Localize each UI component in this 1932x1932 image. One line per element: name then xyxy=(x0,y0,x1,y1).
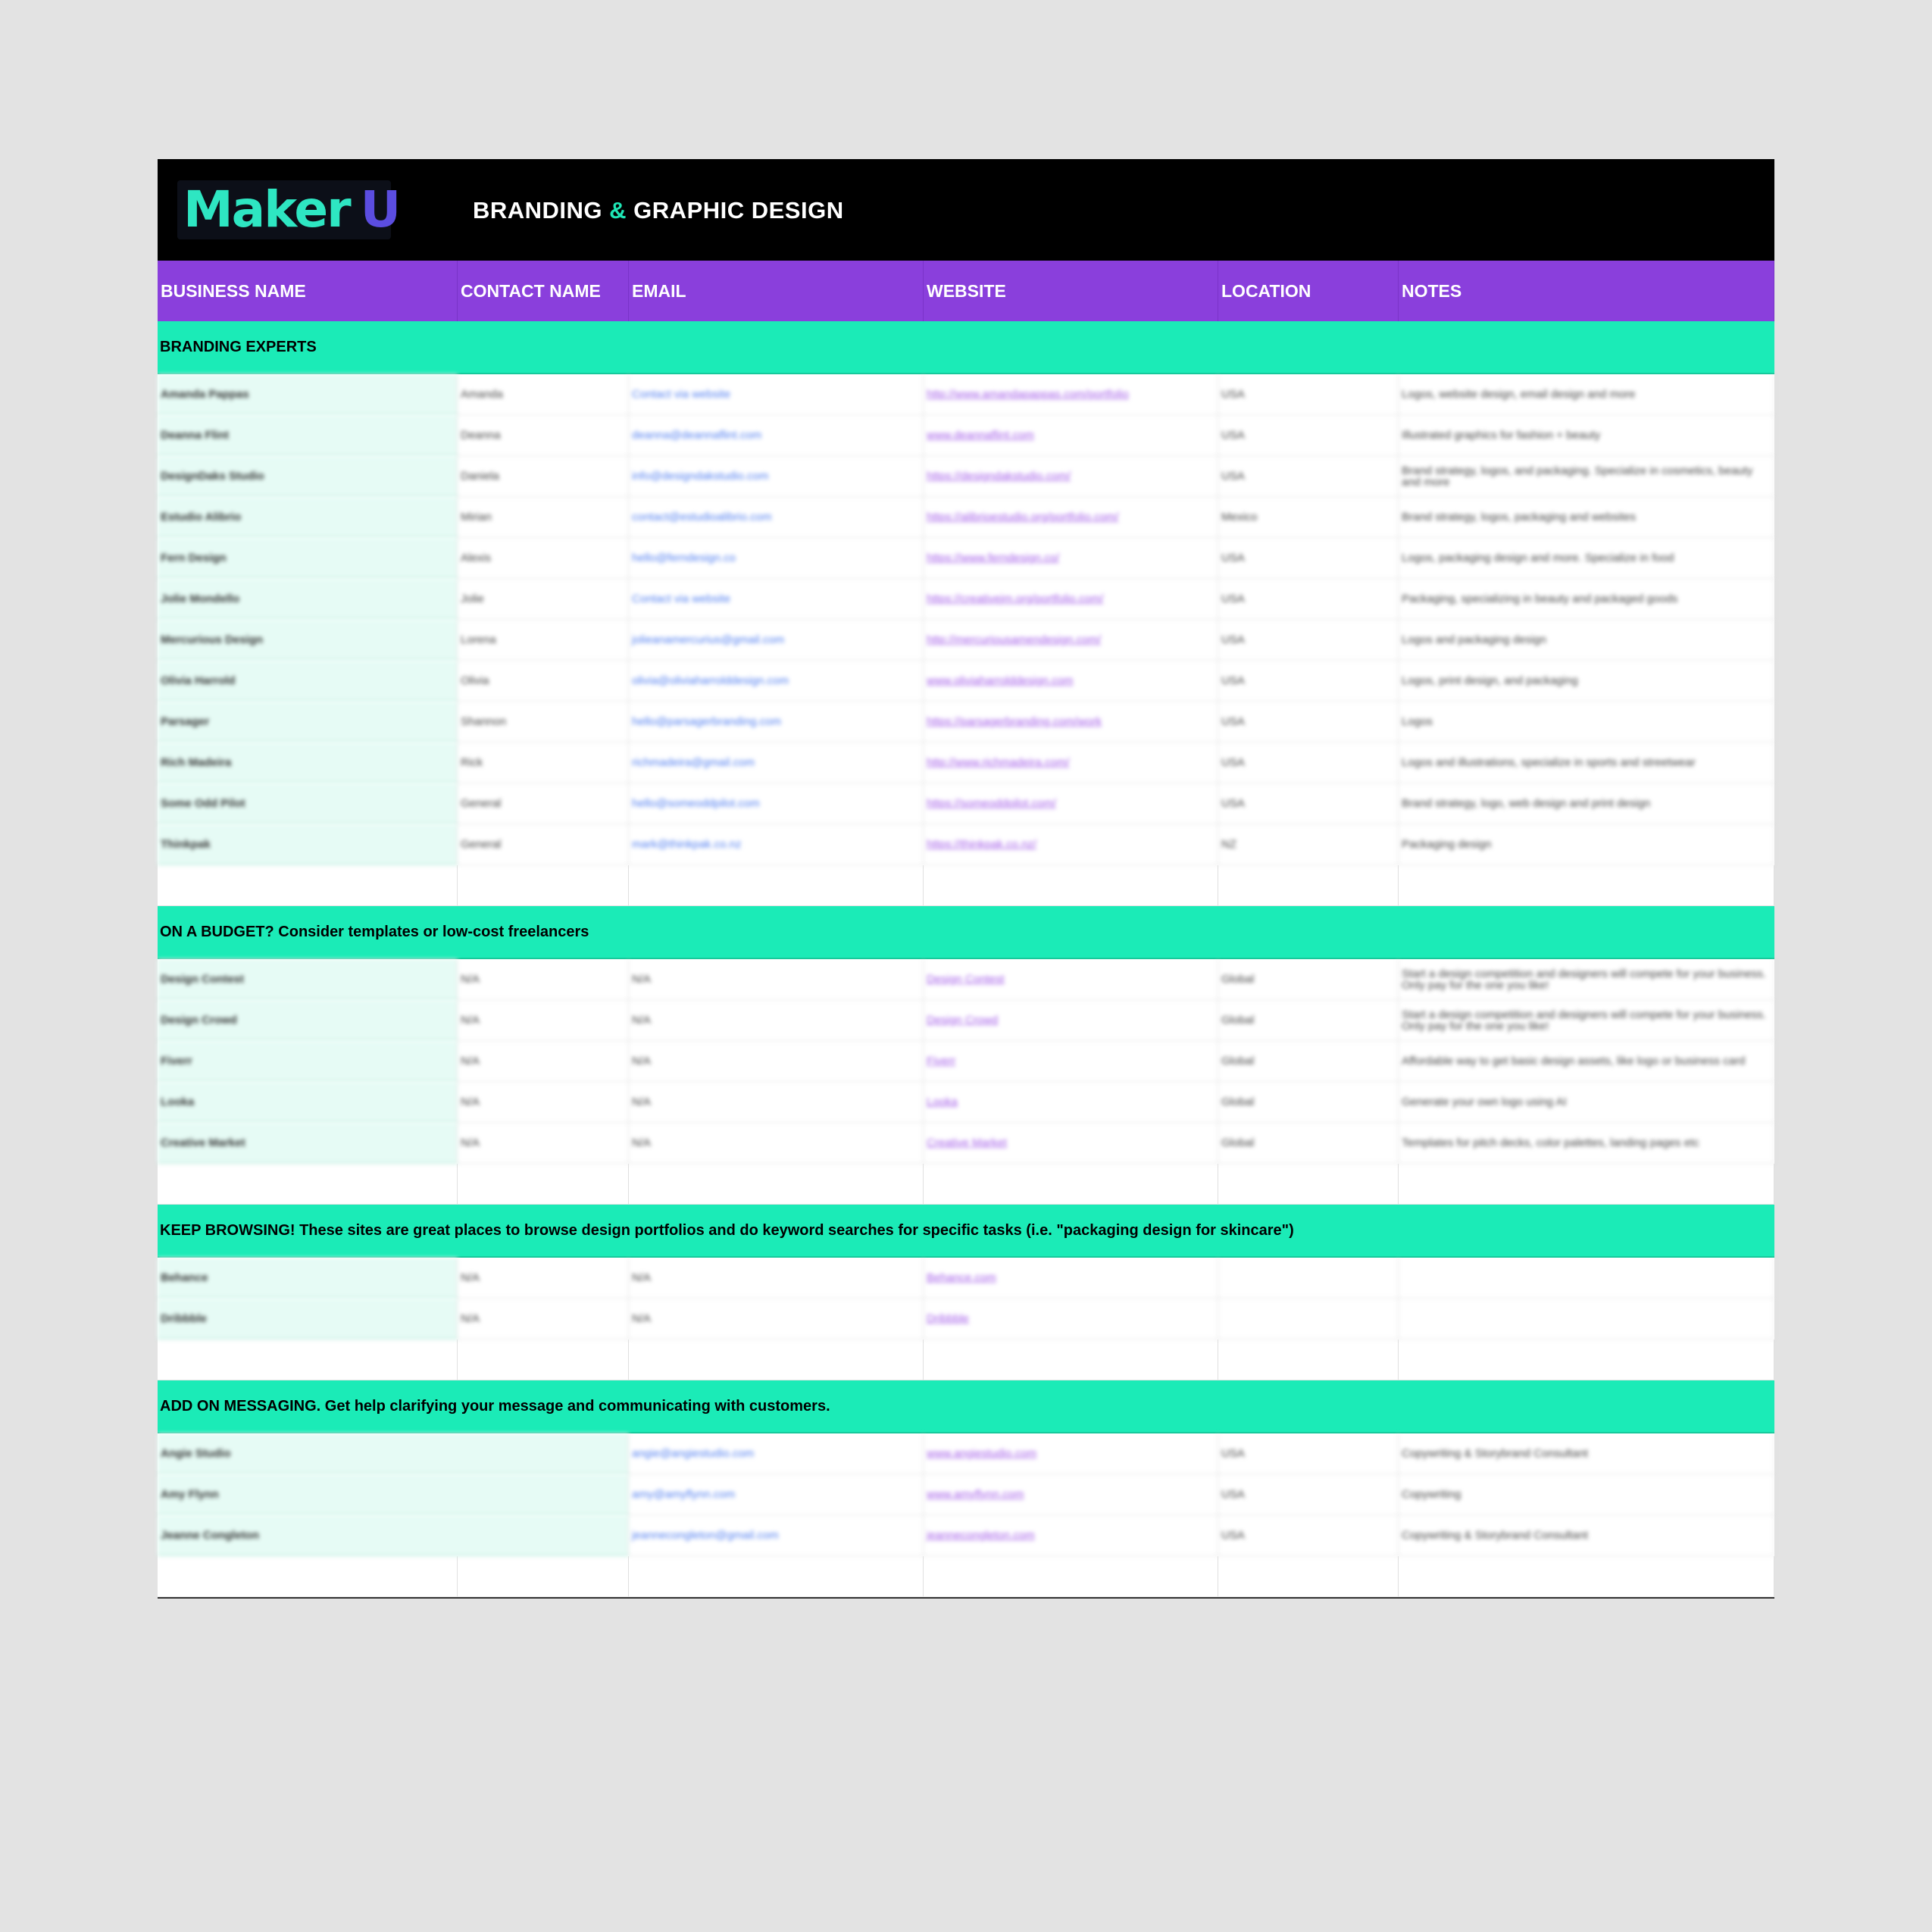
cell-business-name[interactable]: Mercurious Design xyxy=(158,620,458,661)
cell-business-name[interactable]: Behance xyxy=(158,1258,458,1299)
cell-email[interactable]: deanna@deannaflint.com xyxy=(629,415,924,456)
cell-location[interactable]: Global xyxy=(1218,1123,1399,1164)
empty-cell[interactable] xyxy=(158,1164,458,1205)
cell-notes[interactable]: Brand strategy, logo, web design and print design xyxy=(1399,783,1774,824)
cell-notes[interactable]: Start a design competition and designers will compete for your business. Only pay for the one you like! xyxy=(1399,1000,1774,1041)
cell-location[interactable]: USA xyxy=(1218,415,1399,456)
cell-notes[interactable] xyxy=(1399,1299,1774,1340)
cell-email[interactable]: N/A xyxy=(629,1123,924,1164)
cell-business-name[interactable]: Angie Studio xyxy=(158,1433,629,1474)
empty-cell[interactable] xyxy=(629,1340,924,1380)
cell-email[interactable]: N/A xyxy=(629,959,924,1000)
cell-business-name[interactable]: Jolie Mondello xyxy=(158,579,458,620)
cell-contact-name[interactable]: Olivia xyxy=(458,661,629,702)
cell-notes[interactable]: Illustrated graphics for fashion + beauty xyxy=(1399,415,1774,456)
cell-notes[interactable]: Packaging design xyxy=(1399,824,1774,865)
empty-cell[interactable] xyxy=(924,865,1218,906)
cell-website[interactable]: Creative Market xyxy=(924,1123,1218,1164)
cell-contact-name[interactable]: Alexis xyxy=(458,538,629,579)
cell-notes[interactable]: Copywriting & Storybrand Consultant xyxy=(1399,1433,1774,1474)
col-email[interactable]: EMAIL xyxy=(629,261,924,321)
cell-location[interactable]: USA xyxy=(1218,374,1399,415)
cell-contact-name[interactable]: Amanda xyxy=(458,374,629,415)
title-part-1: BRANDING xyxy=(473,197,610,224)
cell-website[interactable]: https://designdakstudio.com/ xyxy=(924,456,1218,497)
cell-email[interactable]: jolieanamercurius@gmail.com xyxy=(629,620,924,661)
empty-cell[interactable] xyxy=(158,1556,458,1597)
cell-notes[interactable]: Packaging, specializing in beauty and packaged goods xyxy=(1399,579,1774,620)
cell-contact-name[interactable]: Jolie xyxy=(458,579,629,620)
cell-website[interactable]: https://creativejm.org/portfolio.com/ xyxy=(924,579,1218,620)
cell-location[interactable]: USA xyxy=(1218,456,1399,497)
cell-email[interactable]: richmadeira@gmail.com xyxy=(629,742,924,783)
cell-location[interactable]: Global xyxy=(1218,959,1399,1000)
cell-business-name[interactable]: DesignDaks Studio xyxy=(158,456,458,497)
cell-business-name[interactable]: Amanda Pappas xyxy=(158,374,458,415)
empty-cell[interactable] xyxy=(1399,1556,1774,1597)
cell-notes[interactable]: Affordable way to get basic design assets, like logo or business card xyxy=(1399,1041,1774,1082)
cell-email[interactable]: angie@angiestudio.com xyxy=(629,1433,924,1474)
cell-business-name[interactable]: Design Crowd xyxy=(158,1000,458,1041)
empty-cell[interactable] xyxy=(924,1556,1218,1597)
cell-email[interactable]: N/A xyxy=(629,1258,924,1299)
cell-contact-name[interactable]: N/A xyxy=(458,1299,629,1340)
cell-notes[interactable]: Copywriting xyxy=(1399,1474,1774,1515)
cell-website[interactable]: https://parsagerbranding.com/work xyxy=(924,702,1218,742)
col-business-name[interactable]: BUSINESS NAME xyxy=(158,261,458,321)
section-table xyxy=(158,1258,1774,1380)
cell-notes[interactable]: Logos xyxy=(1399,702,1774,742)
cell-business-name[interactable]: Estudio Alibrio xyxy=(158,497,458,538)
cell-website[interactable]: https://alibrioestudio.org/portfolio.com/ xyxy=(924,497,1218,538)
section-table xyxy=(158,959,1774,1205)
cell-email[interactable]: N/A xyxy=(629,1000,924,1041)
cell-website[interactable]: Fiverr xyxy=(924,1041,1218,1082)
spreadsheet xyxy=(158,159,1774,1599)
empty-cell[interactable] xyxy=(924,1340,1218,1380)
col-location[interactable]: LOCATION xyxy=(1218,261,1399,321)
cell-notes[interactable]: Templates for pitch decks, color palettes, landing pages etc xyxy=(1399,1123,1774,1164)
cell-website[interactable]: https://www.ferndesign.co/ xyxy=(924,538,1218,579)
cell-location[interactable]: Mexico xyxy=(1218,497,1399,538)
cell-email[interactable]: hello@someoddpilot.com xyxy=(629,783,924,824)
cell-email[interactable]: mark@thinkpak.co.nz xyxy=(629,824,924,865)
col-contact-name[interactable]: CONTACT NAME xyxy=(458,261,629,321)
cell-business-name[interactable]: Rich Madeira xyxy=(158,742,458,783)
cell-business-name[interactable]: Parsager xyxy=(158,702,458,742)
maker-u-logo xyxy=(177,180,402,239)
cell-business-name[interactable]: Thinkpak xyxy=(158,824,458,865)
section-heading: KEEP BROWSING! These sites are great places to browse design portfolios and do keyword searches for specific tasks (i.e. "packaging design for skincare") xyxy=(158,1205,1774,1258)
col-notes[interactable]: NOTES xyxy=(1399,261,1774,321)
empty-cell[interactable] xyxy=(1218,1164,1399,1205)
empty-cell[interactable] xyxy=(1399,1340,1774,1380)
cell-website[interactable]: Looka xyxy=(924,1082,1218,1123)
cell-email[interactable]: Contact via website xyxy=(629,579,924,620)
empty-cell[interactable] xyxy=(1218,865,1399,906)
cell-notes[interactable]: Start a design competition and designers will compete for your business. Only pay for the one you like! xyxy=(1399,959,1774,1000)
cell-contact-name[interactable]: Daniela xyxy=(458,456,629,497)
empty-cell[interactable] xyxy=(924,1164,1218,1205)
cell-website[interactable]: http://mercuriousamendesign.com/ xyxy=(924,620,1218,661)
cell-notes[interactable]: Generate your own logo using AI xyxy=(1399,1082,1774,1123)
cell-location[interactable]: USA xyxy=(1218,661,1399,702)
cell-notes[interactable] xyxy=(1399,1258,1774,1299)
cell-contact-name[interactable]: N/A xyxy=(458,1041,629,1082)
cell-business-name[interactable]: Amy Flynn xyxy=(158,1474,629,1515)
cell-website[interactable]: www.oliviaharrolddesign.com xyxy=(924,661,1218,702)
cell-email[interactable]: N/A xyxy=(629,1041,924,1082)
cell-contact-name[interactable]: N/A xyxy=(458,1082,629,1123)
cell-website[interactable]: https://thinkpak.co.nz/ xyxy=(924,824,1218,865)
section-table xyxy=(158,1433,1774,1597)
cell-location[interactable] xyxy=(1218,1258,1399,1299)
cell-website[interactable]: Dribbble xyxy=(924,1299,1218,1340)
cell-contact-name[interactable]: Rick xyxy=(458,742,629,783)
cell-website[interactable]: Behance.com xyxy=(924,1258,1218,1299)
empty-cell[interactable] xyxy=(458,1340,629,1380)
empty-cell[interactable] xyxy=(1399,1164,1774,1205)
cell-location[interactable]: Global xyxy=(1218,1082,1399,1123)
cell-email[interactable]: info@designdakstudio.com xyxy=(629,456,924,497)
cell-location[interactable]: Global xyxy=(1218,1041,1399,1082)
empty-cell[interactable] xyxy=(458,865,629,906)
cell-contact-name[interactable]: General xyxy=(458,783,629,824)
cell-website[interactable]: www.amyflynn.com xyxy=(924,1474,1218,1515)
cell-website[interactable]: https://someoddpilot.com/ xyxy=(924,783,1218,824)
cell-contact-name[interactable]: Deanna xyxy=(458,415,629,456)
column-headers xyxy=(158,261,1774,321)
empty-cell[interactable] xyxy=(158,865,458,906)
cell-business-name[interactable]: Fern Design xyxy=(158,538,458,579)
cell-location[interactable]: USA xyxy=(1218,1474,1399,1515)
section-heading: ADD ON MESSAGING. Get help clarifying your message and communicating with customers. xyxy=(158,1380,1774,1433)
cell-email[interactable]: N/A xyxy=(629,1299,924,1340)
cell-notes[interactable]: Logos and packaging design xyxy=(1399,620,1774,661)
cell-location[interactable] xyxy=(1218,1299,1399,1340)
cell-website[interactable]: Design Contest xyxy=(924,959,1218,1000)
cell-business-name[interactable]: Creative Market xyxy=(158,1123,458,1164)
title-ampersand: & xyxy=(609,197,627,224)
cell-contact-name[interactable]: General xyxy=(458,824,629,865)
cell-website[interactable]: http://www.richmadeira.com/ xyxy=(924,742,1218,783)
cell-website[interactable]: http://www.amandapappas.com/portfolio xyxy=(924,374,1218,415)
cell-contact-name[interactable]: Mirian xyxy=(458,497,629,538)
cell-email[interactable]: jeannecongleton@gmail.com xyxy=(629,1515,924,1556)
cell-website[interactable]: www.angiestudio.com xyxy=(924,1433,1218,1474)
cell-email[interactable]: hello@ferndesign.co xyxy=(629,538,924,579)
cell-business-name[interactable]: Design Contest xyxy=(158,959,458,1000)
cell-location[interactable]: USA xyxy=(1218,538,1399,579)
sections-container xyxy=(158,321,1774,1597)
cell-location[interactable]: NZ xyxy=(1218,824,1399,865)
cell-email[interactable]: olivia@oliviaharrolddesign.com xyxy=(629,661,924,702)
cell-notes[interactable]: Logos, print design, and packaging xyxy=(1399,661,1774,702)
header-bar xyxy=(158,159,1774,261)
cell-contact-name[interactable]: N/A xyxy=(458,1123,629,1164)
cell-email[interactable]: N/A xyxy=(629,1082,924,1123)
cell-location[interactable]: USA xyxy=(1218,1433,1399,1474)
empty-cell[interactable] xyxy=(629,1164,924,1205)
empty-cell[interactable] xyxy=(629,1556,924,1597)
page-title xyxy=(473,197,844,224)
cell-notes[interactable]: Logos and illustrations, specialize in sports and streetwear xyxy=(1399,742,1774,783)
section-heading: ON A BUDGET? Consider templates or low-cost freelancers xyxy=(158,906,1774,959)
cell-location[interactable]: USA xyxy=(1218,702,1399,742)
cell-website[interactable]: Design Crowd xyxy=(924,1000,1218,1041)
logo-text: Maker xyxy=(183,180,350,239)
cell-email[interactable]: contact@estudioalibrio.com xyxy=(629,497,924,538)
col-website[interactable]: WEBSITE xyxy=(924,261,1218,321)
cell-location[interactable]: USA xyxy=(1218,579,1399,620)
cell-contact-name[interactable]: Shannon xyxy=(458,702,629,742)
section-heading: BRANDING EXPERTS xyxy=(158,321,1774,374)
empty-cell[interactable] xyxy=(458,1164,629,1205)
cell-business-name[interactable]: Looka xyxy=(158,1082,458,1123)
empty-cell[interactable] xyxy=(629,865,924,906)
cell-location[interactable]: USA xyxy=(1218,1515,1399,1556)
cell-contact-name[interactable]: N/A xyxy=(458,959,629,1000)
title-part-2: GRAPHIC DESIGN xyxy=(627,197,844,224)
empty-cell[interactable] xyxy=(1218,1340,1399,1380)
empty-cell[interactable] xyxy=(458,1556,629,1597)
cell-contact-name[interactable]: N/A xyxy=(458,1000,629,1041)
cell-business-name[interactable]: Olivia Harrold xyxy=(158,661,458,702)
section-table xyxy=(158,374,1774,906)
cell-website[interactable]: www.deannaflint.com xyxy=(924,415,1218,456)
cell-contact-name[interactable]: N/A xyxy=(458,1258,629,1299)
cell-business-name[interactable]: Jeanne Congleton xyxy=(158,1515,629,1556)
cell-notes[interactable]: Logos, website design, email design and more xyxy=(1399,374,1774,415)
empty-cell[interactable] xyxy=(158,1340,458,1380)
cell-contact-name[interactable]: Lorena xyxy=(458,620,629,661)
cell-notes[interactable]: Brand strategy, logos, packaging and websites xyxy=(1399,497,1774,538)
cell-location[interactable]: USA xyxy=(1218,742,1399,783)
empty-cell[interactable] xyxy=(1218,1556,1399,1597)
cell-business-name[interactable]: Deanna Flint xyxy=(158,415,458,456)
cell-business-name[interactable]: Some Odd Pilot xyxy=(158,783,458,824)
cell-notes[interactable]: Brand strategy, logos, and packaging. Specialize in cosmetics, beauty and more xyxy=(1399,456,1774,497)
cell-notes[interactable]: Logos, packaging design and more. Specialize in food xyxy=(1399,538,1774,579)
cell-email[interactable]: amy@amyflynn.com xyxy=(629,1474,924,1515)
cell-email[interactable]: Contact via website xyxy=(629,374,924,415)
cell-location[interactable]: Global xyxy=(1218,1000,1399,1041)
cell-website[interactable]: jeannecongleton.com xyxy=(924,1515,1218,1556)
cell-location[interactable]: USA xyxy=(1218,783,1399,824)
cell-notes[interactable]: Copywriting & Storybrand Consultant xyxy=(1399,1515,1774,1556)
cell-business-name[interactable]: Dribbble xyxy=(158,1299,458,1340)
empty-cell[interactable] xyxy=(1399,865,1774,906)
logo-accent: U xyxy=(360,180,402,239)
cell-location[interactable]: USA xyxy=(1218,620,1399,661)
cell-business-name[interactable]: Fiverr xyxy=(158,1041,458,1082)
cell-email[interactable]: hello@parsagerbranding.com xyxy=(629,702,924,742)
